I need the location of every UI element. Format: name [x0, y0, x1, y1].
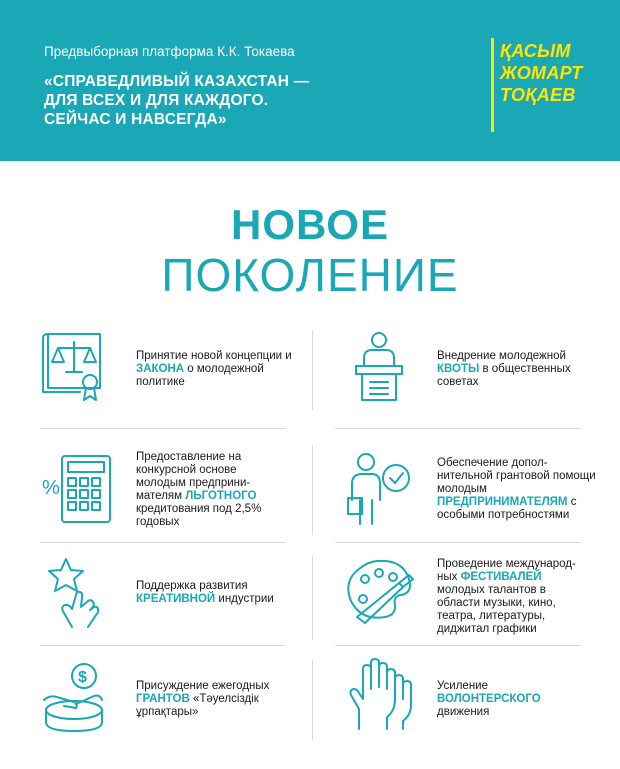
item-creative-industry: Поддержка развития КРЕАТИВНОЙ индустрии	[136, 580, 274, 605]
star-hand-icon	[44, 555, 106, 631]
slogan-line: ДЛЯ ВСЕХ И ДЛЯ КАЖДОГО.	[44, 92, 269, 109]
title-line-2: ПОКОЛЕНИЕ	[161, 249, 459, 301]
column-divider	[312, 330, 313, 410]
logo-line: ҚАСЫМ	[500, 41, 571, 61]
column-divider	[312, 445, 313, 535]
column-divider	[312, 660, 313, 740]
logo-line: ЖОМАРТ	[500, 63, 583, 83]
slogan	[44, 72, 464, 129]
row-divider	[40, 428, 286, 429]
coin-hand-icon	[40, 660, 110, 736]
title-line-1: НОВОЕ	[231, 201, 389, 248]
palette-brush-icon	[343, 555, 419, 627]
raised-hands-icon	[345, 655, 419, 735]
row-divider	[40, 542, 286, 543]
item-youth-quota: Внедрение молодежной КВОТЫ в общественных советах	[437, 350, 571, 388]
row-divider	[335, 542, 581, 543]
item-preferential-credit: Предоставление на конкурсной основе молодым предприни-мателям ЛЬГОТНОГО кредитования под 2,5% годовых	[136, 451, 262, 528]
row-divider	[40, 645, 286, 646]
column-divider	[312, 555, 313, 640]
row-divider	[335, 645, 581, 646]
slogan-line: СЕЙЧАС И НАВСЕГДА»	[44, 111, 227, 128]
slogan-line: «СПРАВЕДЛИВЫЙ КАЗАХСТАН —	[44, 73, 310, 90]
podium-speaker-icon	[348, 330, 410, 404]
person-check-icon	[340, 450, 416, 528]
item-grant-aid: Обеспечение допол-нительной грантовой помощи молодым ПРЕДПРИНИМАТЕЛЯМ с особыми потребностями	[437, 457, 596, 521]
platform-subtitle: Предвыборная платформа К.К. Токаева	[44, 44, 295, 59]
svg-text:%: %	[42, 477, 60, 499]
item-youth-law: Принятие новой концепции и ЗАКОНА о молодежной политике	[136, 350, 292, 388]
logo-line: ТОҚАЕВ	[500, 85, 576, 105]
header-banner	[0, 0, 620, 161]
item-annual-grants: Присуждение ежегодных ГРАНТОВ «Тәуелсіздік ұрпақтары»	[136, 680, 270, 718]
calculator-percent-icon	[40, 448, 116, 528]
svg-text:$: $	[78, 669, 87, 686]
item-festivals: Проведение международ-ных ФЕСТИВАЛЕЙ молодых талантов в области музыки, кино, театра, литературы, диджитал графики	[437, 558, 576, 635]
law-document-icon	[40, 330, 110, 402]
item-volunteer-movement: Усиление ВОЛОНТЕРСКОГО движения	[437, 680, 541, 718]
candidate-logo	[500, 40, 610, 106]
row-divider	[335, 428, 581, 429]
logo-bar	[491, 38, 494, 132]
